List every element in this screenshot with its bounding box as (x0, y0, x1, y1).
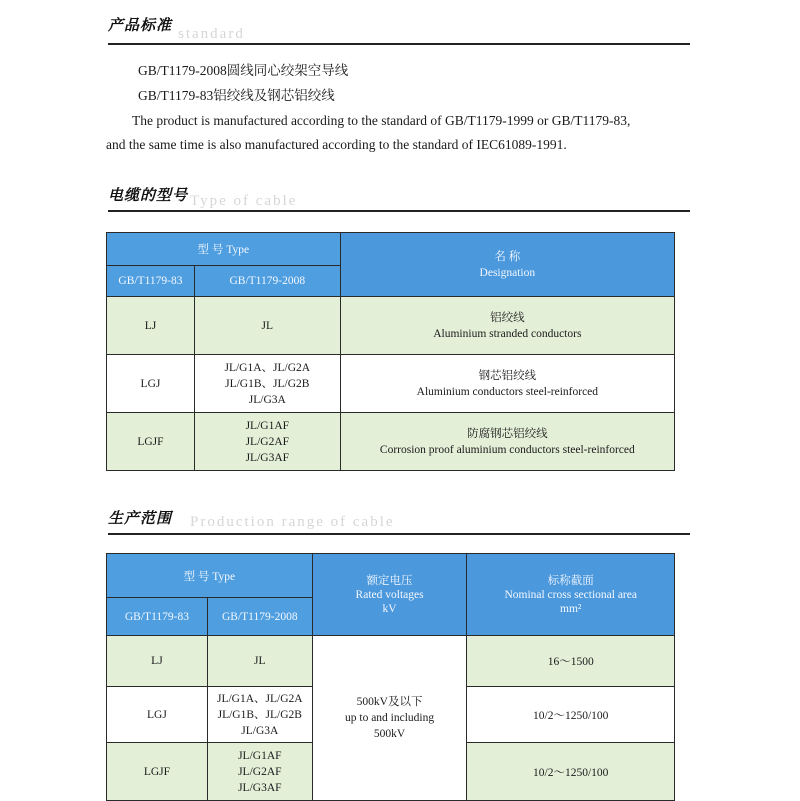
section-range-title: 生产范围 (108, 509, 173, 527)
type-old: LJ (107, 297, 195, 355)
table-row (107, 355, 675, 413)
type-table-type-header: 型 号 Type (107, 233, 341, 266)
range-area: 16～1500 (467, 636, 675, 687)
area-cn: 标称截面 (547, 574, 594, 587)
section-standard-ghost: standard (178, 26, 245, 42)
range-new (207, 687, 312, 743)
type-table-designation-header (340, 233, 674, 297)
voltage-value-line: 500kV及以下 (356, 696, 423, 708)
section-standard-title: 产品标准 (108, 16, 173, 34)
voltage-value-line: 500kV (373, 728, 406, 740)
range-table-voltage-header (312, 554, 467, 636)
designation-cn-text: 防腐钢芯铝绞线 (467, 427, 548, 440)
type-new (194, 355, 340, 413)
type-new-line: JL/G1A、JL/G2A (224, 361, 311, 374)
range-voltage-value (312, 636, 467, 801)
designation (340, 355, 674, 413)
designation-en-text: Aluminium stranded conductors (433, 327, 582, 340)
range-table (106, 553, 675, 801)
type-table (106, 232, 675, 471)
type-new-line: JL (261, 319, 274, 332)
range-area: 10/2～1250/100 (467, 687, 675, 743)
standard-paragraph-line-2: and the same time is also manufactured according to the standard of IEC61089-1991. (106, 137, 567, 152)
voltage-en: Rated voltages (355, 588, 424, 601)
type-old: LGJ (107, 355, 195, 413)
designation (340, 413, 674, 471)
voltage-cn: 额定电压 (366, 574, 413, 587)
section-range-ghost: Production range of cable (190, 514, 395, 530)
range-table-col-new: GB/T1179-2008 (207, 598, 312, 636)
section-type-title: 电缆的型号 (108, 186, 189, 204)
type-table-col-new: GB/T1179-2008 (194, 266, 340, 297)
table-row (107, 636, 675, 687)
range-new-line: JL (254, 655, 266, 667)
designation-cn: 名 称 (494, 250, 521, 263)
standard-paragraph-line-1: The product is manufactured according to the standard of GB/T1179-1999 or GB/T1179-83, (132, 113, 631, 128)
area-en: Nominal cross sectional area (504, 588, 637, 601)
range-new (207, 743, 312, 801)
type-table-col-old: GB/T1179-83 (107, 266, 195, 297)
type-new-line: JL/G1B、JL/G2B (225, 377, 310, 390)
standard-line-2: GB/T1179-83铝绞线及钢芯铝绞线 (138, 88, 335, 103)
range-table-type-header: 型 号 Type (107, 554, 313, 598)
range-old: LGJ (107, 687, 208, 743)
section-type-rule (108, 210, 690, 212)
range-new-line: JL/G1B、JL/G2B (217, 708, 302, 721)
type-new-line: JL/G2AF (245, 435, 290, 448)
section-type-ghost: Type of cable (190, 193, 298, 209)
range-old: LGJF (107, 743, 208, 801)
type-new-line: JL/G3AF (245, 451, 290, 464)
type-new-line: JL/G3A (248, 393, 286, 406)
range-table-col-old: GB/T1179-83 (107, 598, 208, 636)
table-row (107, 297, 675, 355)
range-table-area-header (467, 554, 675, 636)
voltage-unit: kV (382, 602, 397, 615)
range-new-line: JL/G1AF (238, 749, 282, 762)
designation (340, 297, 674, 355)
range-new-line: JL/G2AF (238, 765, 282, 778)
range-new-line: JL/G1A、JL/G2A (216, 692, 303, 705)
range-new-line: JL/G3AF (238, 781, 282, 794)
area-unit: mm² (560, 602, 582, 615)
designation-en-text: Corrosion proof aluminium conductors steel-reinforced (379, 443, 635, 456)
designation-en: Designation (479, 266, 536, 279)
section-standard-rule (108, 43, 690, 45)
range-old: LJ (107, 636, 208, 687)
designation-cn-text: 铝绞线 (490, 311, 525, 324)
section-range-rule (108, 533, 690, 535)
type-new-line: JL/G1AF (245, 419, 290, 432)
standard-line-1: GB/T1179-2008圆线同心绞架空导线 (138, 63, 349, 78)
type-old: LGJF (107, 413, 195, 471)
type-new (194, 297, 340, 355)
range-area: 10/2～1250/100 (467, 743, 675, 801)
voltage-value-line: up to and including (345, 712, 435, 724)
designation-cn-text: 钢芯铝绞线 (478, 369, 537, 382)
range-new (207, 636, 312, 687)
type-new (194, 413, 340, 471)
range-new-line: JL/G3A (241, 724, 279, 737)
designation-en-text: Aluminium conductors steel-reinforced (416, 385, 599, 398)
table-row (107, 413, 675, 471)
